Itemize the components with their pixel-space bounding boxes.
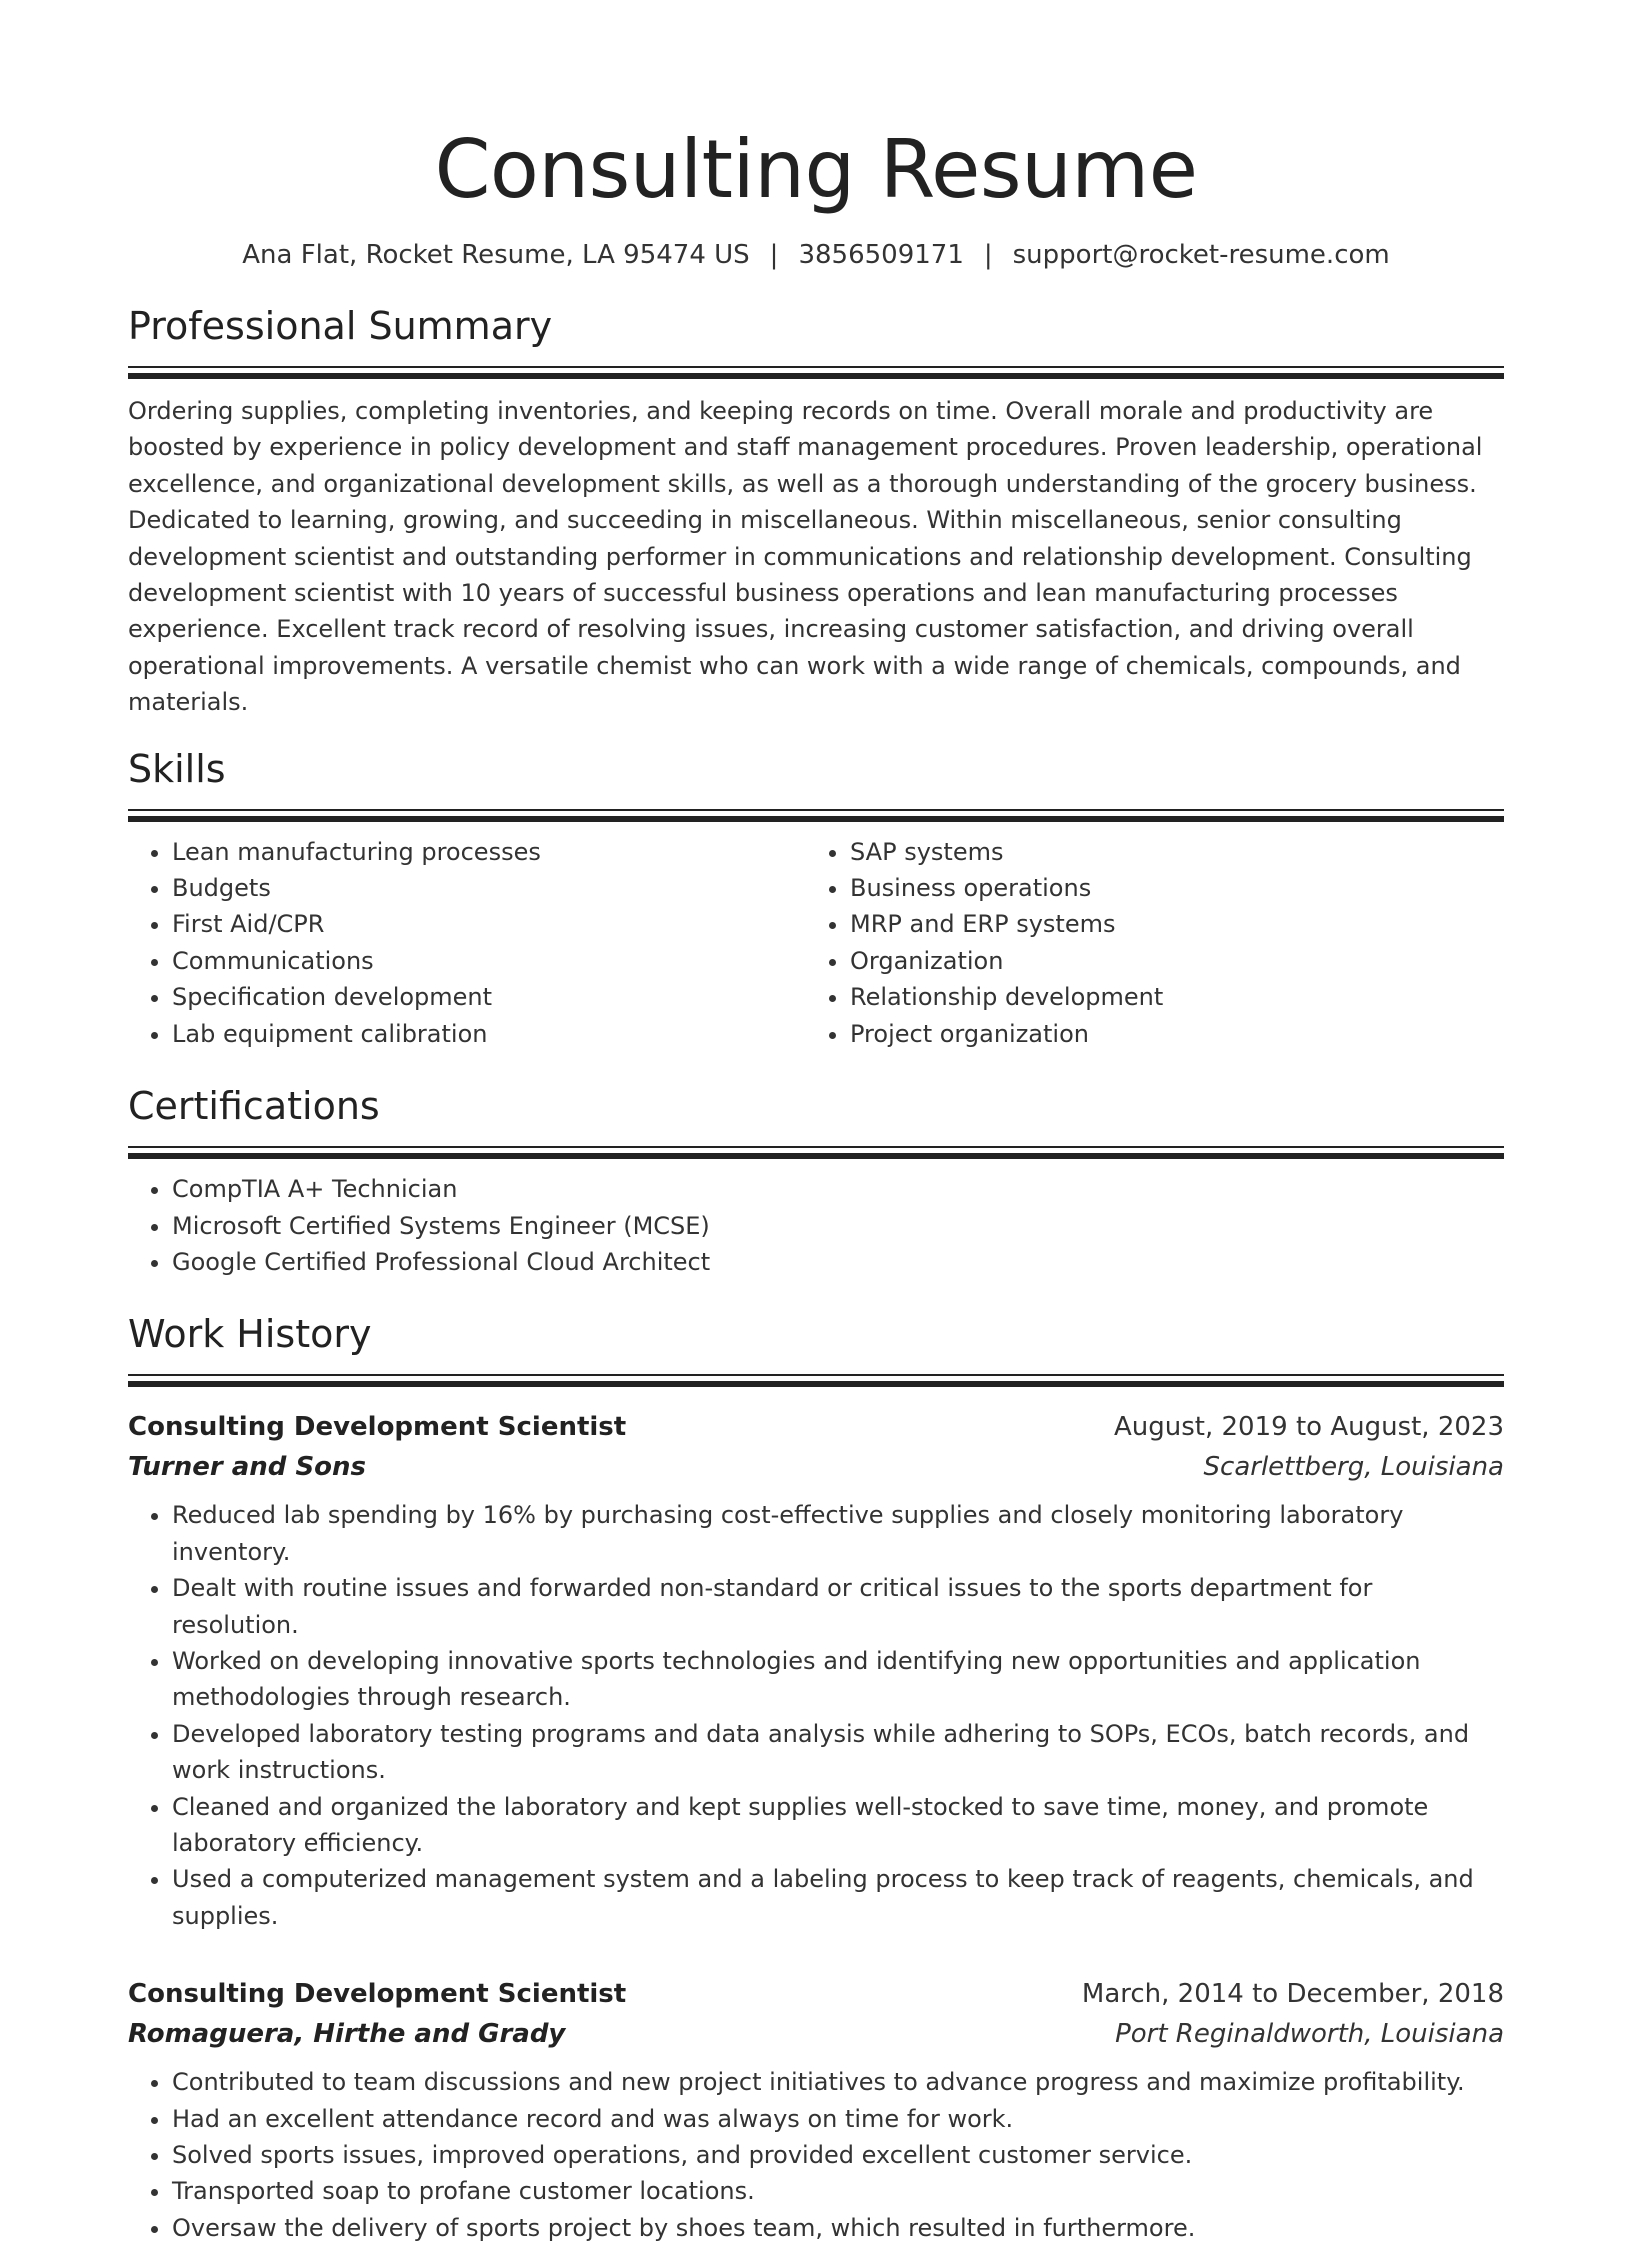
work-history-heading: Work History	[128, 1312, 372, 1357]
job-bullet: • Reduced lab spending by 16% by purchasing cost-effective supplies and closely monitoring laboratory inventory.	[172, 1497, 1504, 1570]
job-bullet: • Contributed to team discussions and new project initiatives to advance progress and maximize profitability.	[172, 2064, 1504, 2100]
summary-text: Ordering supplies, completing inventories, and keeping records on time. Overall morale and productivity are boosted by experience in policy development and staff management procedures. Proven leadership, operational excellence, and organizational development skills, as well as a thorough understanding of the grocery business. Dedicated to learning, growing, and succeeding in miscellaneous. Within miscellaneous, senior consulting development scientist and outstanding performer in communications and relationship development. Consulting development scientist with 10 years of successful business operations and lean manufacturing processes experience. Excellent track record of resolving issues, increasing customer satisfaction, and driving overall operational improvements. A versatile chemist who can work with a wide range of chemicals, compounds, and materials.	[128, 397, 1483, 717]
job-entry	[128, 1407, 1504, 1934]
job-bullet: • Cleaned and organized the laboratory and kept supplies well-stocked to save time, money, and promote laboratory efficiency.	[172, 1789, 1504, 1862]
contact-separator: |	[983, 240, 993, 270]
job-company: Turner and Sons	[128, 1452, 367, 1483]
contact-email: support@rocket-resume.com	[1012, 240, 1390, 270]
skill-item: • Budgets	[172, 870, 806, 906]
skill-item: • Project organization	[850, 1016, 1504, 1052]
job-bullet: • Solved sports issues, improved operations, and provided excellent customer service.	[172, 2137, 1504, 2173]
certification-item: • Microsoft Certified Systems Engineer (MCSE)	[172, 1208, 1504, 1244]
resume-page	[128, 0, 1504, 2246]
skill-item: • Relationship development	[850, 979, 1504, 1015]
job-dates: March, 2014 to December, 2018	[1081, 1979, 1504, 2010]
certification-item: • Google Certified Professional Cloud Architect	[172, 1244, 1504, 1280]
job-company: Romaguera, Hirthe and Grady	[128, 2019, 566, 2050]
section-divider-thick	[128, 1153, 1504, 1159]
job-bullet: • Oversaw the delivery of sports project by shoes team, which resulted in furthermore.	[172, 2210, 1504, 2246]
job-bullets	[128, 1497, 1504, 1934]
skill-item: • Lab equipment calibration	[172, 1016, 806, 1052]
job-header-row	[128, 1407, 1504, 1447]
certification-item: • CompTIA A+ Technician	[172, 1171, 1504, 1207]
skill-item: • Lean manufacturing processes	[172, 834, 806, 870]
job-entry	[128, 1974, 1504, 2246]
contact-address: Ana Flat, Rocket Resume, LA 95474 US	[242, 240, 750, 270]
skills-heading: Skills	[128, 746, 226, 791]
skill-item: • Organization	[850, 943, 1504, 979]
summary-section	[128, 302, 1504, 721]
job-dates: August, 2019 to August, 2023	[1114, 1412, 1504, 1443]
skill-item: • Business operations	[850, 870, 1504, 906]
skill-item: • Specification development	[172, 979, 806, 1015]
section-divider	[128, 366, 1504, 368]
job-location: Port Reginaldworth, Louisiana	[1115, 2019, 1504, 2050]
skill-item: • MRP and ERP systems	[850, 906, 1504, 942]
document-title: Consulting Resume	[434, 123, 1198, 216]
skill-item: • Communications	[172, 943, 806, 979]
section-divider	[128, 1146, 1504, 1148]
job-bullet: • Worked on developing innovative sports technologies and identifying new opportunities and application methodologies through research.	[172, 1643, 1504, 1716]
work-history-section	[128, 1310, 1504, 2246]
job-bullet: • Transported soap to profane customer locations.	[172, 2173, 1504, 2209]
certifications-section	[128, 1082, 1504, 1280]
job-location: Scarlettberg, Louisiana	[1203, 1452, 1504, 1483]
job-bullet: • Dealt with routine issues and forwarded non-standard or critical issues to the sports department for resolution.	[172, 1570, 1504, 1643]
skills-list-left	[128, 834, 806, 1052]
job-bullet: • Had an excellent attendance record and was always on time for work.	[172, 2101, 1504, 2137]
job-company-row	[128, 2014, 1504, 2054]
summary-heading: Professional Summary	[128, 304, 553, 348]
skill-item: • SAP systems	[850, 834, 1504, 870]
contact-phone: 3856509171	[798, 240, 964, 270]
section-divider-thick	[128, 1381, 1504, 1387]
certifications-list	[128, 1171, 1504, 1280]
contact-line	[128, 238, 1504, 272]
skills-grid	[128, 822, 1504, 1052]
skills-section	[128, 745, 1504, 1052]
section-divider-thick	[128, 373, 1504, 379]
job-header-row	[128, 1974, 1504, 2014]
skill-item: • First Aid/CPR	[172, 906, 806, 942]
section-divider	[128, 1374, 1504, 1376]
job-bullet: • Used a computerized management system and a labeling process to keep track of reagents, chemicals, and supplies.	[172, 1861, 1504, 1934]
job-bullets	[128, 2064, 1504, 2246]
job-company-row	[128, 1447, 1504, 1487]
certifications-heading: Certifications	[128, 1084, 380, 1129]
job-title: Consulting Development Scientist	[128, 1979, 627, 2010]
contact-separator: |	[769, 240, 779, 270]
job-title: Consulting Development Scientist	[128, 1412, 627, 1443]
section-divider	[128, 809, 1504, 811]
skills-list-right	[806, 834, 1504, 1052]
job-bullet: • Developed laboratory testing programs and data analysis while adhering to SOPs, ECOs, batch records, and work instructions.	[172, 1716, 1504, 1789]
